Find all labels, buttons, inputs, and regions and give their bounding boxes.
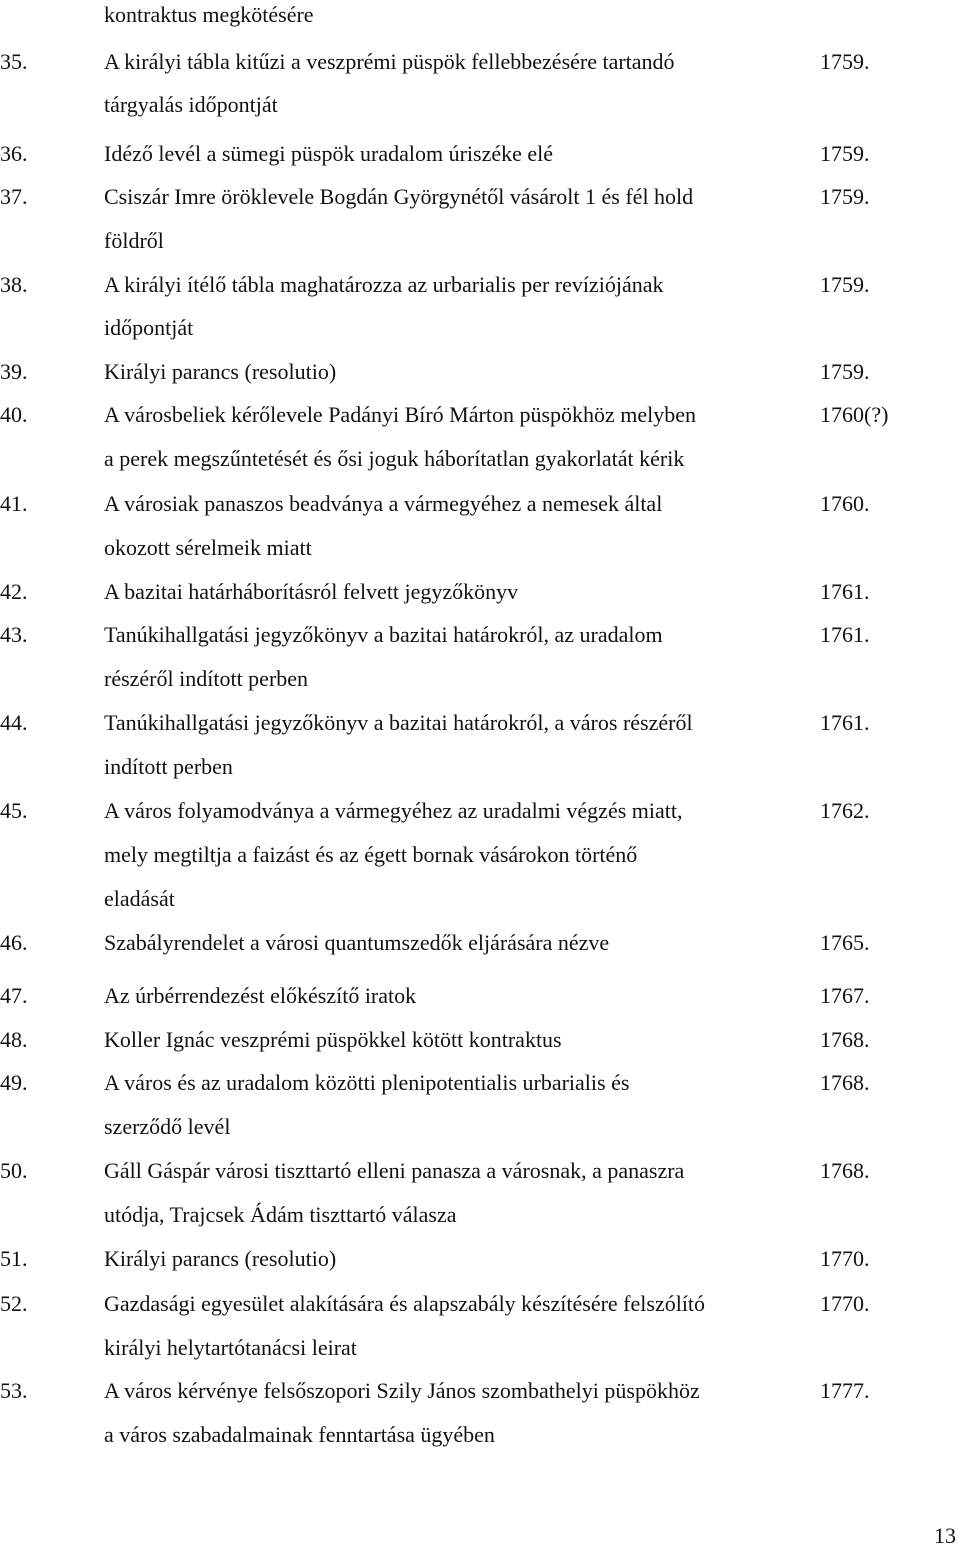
- entry-year: 1759.: [820, 359, 870, 384]
- entry-text-line: Az úrbérrendezést előkészítő iratok: [104, 983, 417, 1008]
- entry-number: 41.: [0, 491, 28, 516]
- entry-text-line: eladását: [104, 886, 175, 911]
- entry-year: 1759.: [820, 184, 870, 209]
- entry-year: 1759.: [820, 141, 870, 166]
- entry-year: 1760.: [820, 491, 870, 516]
- continuation-text: kontraktus megkötésére: [104, 2, 314, 27]
- entry-year: 1768.: [820, 1027, 870, 1052]
- entry-text-line: A városbeliek kérőlevele Padányi Bíró Márton püspökhöz melyben: [104, 402, 697, 427]
- entry-number: 46.: [0, 930, 28, 955]
- entry-number: 35.: [0, 49, 28, 74]
- entry-number: 38.: [0, 272, 28, 297]
- entry-number: 52.: [0, 1291, 28, 1316]
- entry-year: 1762.: [820, 798, 870, 823]
- entry-text-line: A városiak panaszos beadványa a vármegyéhez a nemesek által: [104, 491, 663, 516]
- entry-number: 53.: [0, 1378, 28, 1403]
- entry-text-line: okozott sérelmeik miatt: [104, 535, 312, 560]
- entry-text-line: A város kérvénye felsőszopori Szily János szombathelyi püspökhöz: [104, 1378, 700, 1403]
- entry-number: 48.: [0, 1027, 28, 1052]
- entry-year: 1767.: [820, 983, 870, 1008]
- entry-text-line: Tanúkihallgatási jegyzőkönyv a bazitai határokról, a város részéről: [104, 710, 693, 735]
- entry-text-line: szerződő levél: [104, 1114, 231, 1139]
- entry-year: 1761.: [820, 622, 870, 647]
- entry-text-line: mely megtiltja a faizást és az égett bornak vásárokon történő: [104, 842, 638, 867]
- entry-year: 1768.: [820, 1070, 870, 1095]
- entry-number: 36.: [0, 141, 28, 166]
- entry-number: 50.: [0, 1158, 28, 1183]
- entry-year: 1759.: [820, 272, 870, 297]
- entry-text-line: a város szabadalmainak fenntartása ügyében: [104, 1422, 495, 1447]
- entry-number: 51.: [0, 1246, 28, 1271]
- entry-text-line: Gazdasági egyesület alakítására és alapszabály készítésére felszólító: [104, 1291, 706, 1316]
- entry-year: 1760(?): [820, 402, 889, 427]
- entry-year: 1759.: [820, 49, 870, 74]
- entry-text-line: A város folyamodványa a vármegyéhez az uradalmi végzés miatt,: [104, 798, 683, 823]
- entry-text-line: Csiszár Imre öröklevele Bogdán Györgynétől vásárolt 1 és fél hold: [104, 184, 694, 209]
- entry-text-line: A bazitai határháborításról felvett jegyzőkönyv: [104, 579, 519, 604]
- entry-year: 1761.: [820, 710, 870, 735]
- entry-year: 1765.: [820, 930, 870, 955]
- entry-year: 1761.: [820, 579, 870, 604]
- page-number: 13: [934, 1523, 956, 1548]
- entry-text-line: királyi helytartótanácsi leirat: [104, 1335, 357, 1360]
- entry-number: 47.: [0, 983, 28, 1008]
- entry-text-line: utódja, Trajcsek Ádám tiszttartó válasza: [104, 1202, 457, 1227]
- entry-text-line: A királyi tábla kitűzi a veszprémi püspök fellebbezésére tartandó: [104, 49, 675, 74]
- entry-year: 1777.: [820, 1378, 870, 1403]
- entry-number: 43.: [0, 622, 28, 647]
- entry-text-line: Tanúkihallgatási jegyzőkönyv a bazitai határokról, az uradalom: [104, 622, 663, 647]
- entry-text-line: A város és az uradalom közötti plenipotentialis urbarialis és: [104, 1070, 630, 1095]
- entry-year: 1768.: [820, 1158, 870, 1183]
- entry-text-line: Idéző levél a sümegi püspök uradalom úriszéke elé: [104, 141, 554, 166]
- entry-text-line: A királyi ítélő tábla maghatározza az urbarialis per revíziójának: [104, 272, 664, 297]
- entry-year: 1770.: [820, 1246, 870, 1271]
- entry-number: 49.: [0, 1070, 28, 1095]
- entry-number: 39.: [0, 359, 28, 384]
- entry-text-line: részéről indított perben: [104, 666, 309, 691]
- entry-text-line: Gáll Gáspár városi tiszttartó elleni panasza a városnak, a panaszra: [104, 1158, 685, 1183]
- entry-number: 42.: [0, 579, 28, 604]
- entry-number: 44.: [0, 710, 28, 735]
- entry-text-line: tárgyalás időpontját: [104, 92, 278, 117]
- entry-text-line: Királyi parancs (resolutio): [104, 1246, 337, 1271]
- entry-number: 40.: [0, 402, 28, 427]
- entry-year: 1770.: [820, 1291, 870, 1316]
- entry-text-line: földről: [104, 228, 164, 253]
- entry-text-line: időpontját: [104, 315, 194, 340]
- entry-number: 37.: [0, 184, 28, 209]
- entry-text-line: a perek megszűntetését és ősi joguk háborítatlan gyakorlatát kérik: [104, 446, 685, 471]
- entry-text-line: Koller Ignác veszprémi püspökkel kötött kontraktus: [104, 1027, 562, 1052]
- entry-text-line: Szabályrendelet a városi quantumszedők eljárására nézve: [104, 930, 610, 955]
- entry-text-line: Királyi parancs (resolutio): [104, 359, 337, 384]
- entry-text-line: indított perben: [104, 754, 233, 779]
- entry-number: 45.: [0, 798, 28, 823]
